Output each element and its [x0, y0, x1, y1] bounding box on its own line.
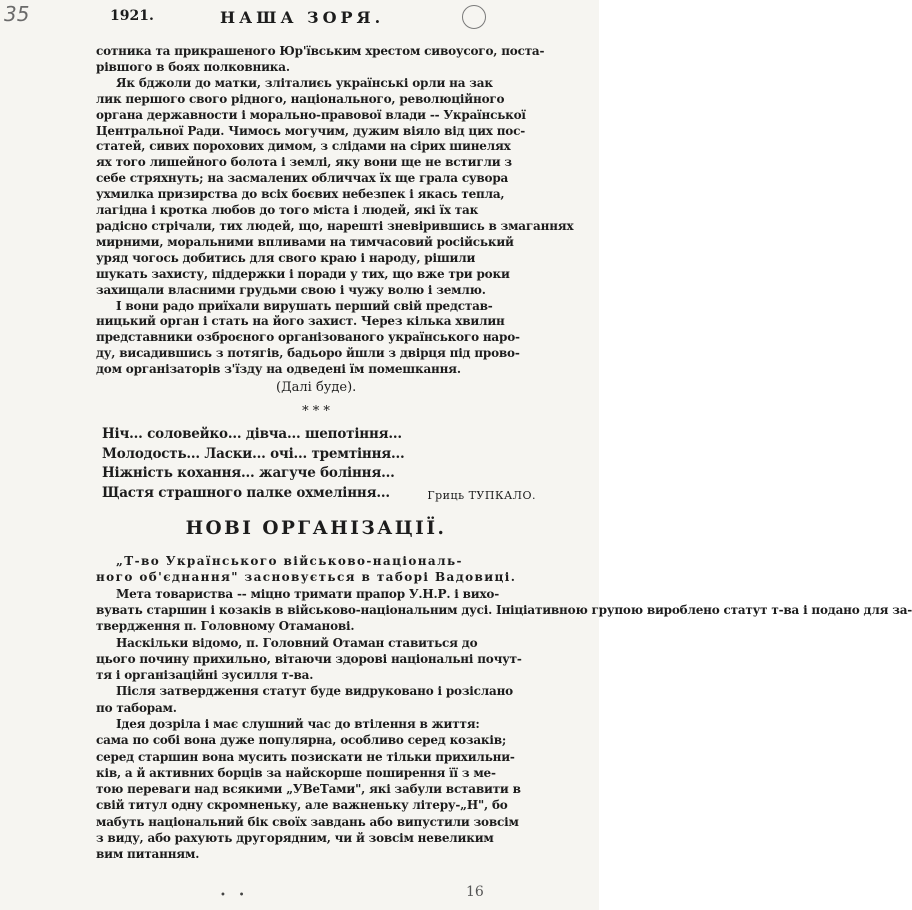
- article-line: радісно стрічали, тих людей, що, нарешті зневірившись в змаганнях: [96, 218, 574, 233]
- article-line: Центральної Ради. Чимось могучим, дужим віяло від цих пос-: [96, 123, 525, 138]
- header-title: НАША ЗОРЯ.: [220, 8, 385, 27]
- section-line: Після затвердження статут буде видруковано і розіслано: [116, 684, 513, 699]
- article-line: рівшого в боях полковника.: [96, 59, 290, 74]
- article-line: лик першого свого рідного, національного, революційного: [96, 91, 505, 106]
- article-line: органа державности і морально-правової влади -- Української: [96, 107, 526, 122]
- article-line: лагідна і кротка любов до того міста і людей, які їх так: [96, 203, 479, 218]
- article-line: ухмилка призирства до всіх боєвих небезпек і якась тепла,: [96, 187, 505, 202]
- section-line: з виду, або рахують другорядним, чи й зовсім невеликим: [96, 831, 494, 846]
- article-line: ях того лишейного болота і землі, яку вони ще не встигли з: [96, 155, 512, 170]
- header-year: 1921.: [110, 8, 154, 24]
- footer-dots: • •: [220, 890, 245, 901]
- section-line: свій титул одну скромненьку, але важненьку літеру-„Н", бо: [96, 798, 508, 813]
- section-line: ків, а й активних борців за найскорше поширення її з ме-: [96, 765, 496, 780]
- section-line: Ідея дозріла і має слушний час до втілення в життя:: [116, 717, 480, 731]
- to-be-continued: (Далі буде).: [276, 380, 357, 396]
- section-line: Мета товариства -- міцно тримати прапор У.Н.Р. і вихо-: [116, 586, 500, 601]
- section-line: вим питанням.: [96, 847, 200, 862]
- section-line: цього почину прихильно, вітаючи здорові національні почут-: [96, 651, 522, 666]
- page-number: 16: [466, 884, 484, 900]
- handwritten-number: 35: [4, 2, 30, 26]
- section-line: серед старшин вона мусить позискати не тільки прихильни-: [96, 749, 515, 764]
- section-line: мабуть національний бік своїх завдань або випустили зовсім: [96, 814, 519, 829]
- page-body: [96, 44, 912, 863]
- organizations-section: [96, 553, 912, 863]
- article-line: І вони радо приїхали вирушать перший свій представ-: [116, 298, 493, 313]
- poem-author: Гриць ТУПКАЛО.: [427, 489, 536, 503]
- section-line: „Т-во Українського військово-національ-: [116, 554, 463, 569]
- running-header: [110, 8, 510, 30]
- article-line: шукать захисту, піддержки і поради у тих, що вже три роки: [96, 266, 510, 281]
- article-line: представники озброєного організованого українського наро-: [96, 330, 520, 345]
- section-line: сама по собі вона дуже популярна, особливо серед козаків;: [96, 733, 507, 748]
- poem-line: Ніч... соловейко... дівча... шепотіння...: [102, 426, 402, 443]
- section-line: твердження п. Головному Отаманові.: [96, 619, 355, 634]
- section-line: ного об'єднання" засновується в таборі Вадовиці.: [96, 570, 517, 585]
- section-divider-stars: * * *: [302, 404, 330, 420]
- section-line: тою переваги над всякими „УВеТами", які забули вставити в: [96, 782, 521, 797]
- article-continuation: [96, 44, 574, 378]
- article-line: мирними, моральними впливами на тимчасовий російський: [96, 234, 514, 249]
- poem-line: Ніжність кохання... жагуче боління...: [102, 465, 395, 482]
- article-line: статей, сивих порохових димом, з слідами на сірих шинелях: [96, 139, 511, 154]
- poem-line: Молодость... Ласки... очі... тремтіння...: [102, 445, 405, 462]
- article-line: захищали власними грудьми свою і чужу волю і землю.: [96, 282, 486, 297]
- section-line: вувать старшин і козаків в військово-національним дусі. Ініціативною групою вироблено статут т-ва і подано для за-: [96, 602, 912, 617]
- article-line: ду, висадившись з потягів, бадьоро йшли з двірця під прово-: [96, 346, 520, 361]
- article-line: ницький орган і стать на його захист. Через кілька хвилин: [96, 314, 505, 329]
- section-line: по таборам.: [96, 700, 177, 715]
- poem-line: Щастя страшного палке охмеління...: [102, 484, 390, 501]
- article-line: сотника та прикрашеного Юр'ївським хрестом сивоусого, поста-: [96, 44, 545, 58]
- article-line: уряд чогось добитись для свого краю і народу, рішили: [96, 250, 476, 265]
- section-line: тя і організаційні зусилля т-ва.: [96, 668, 314, 683]
- section-heading: НОВІ ОРГАНІЗАЦІЇ.: [185, 518, 447, 540]
- article-line: дом організаторів з'їзду на одведені їм помешкання.: [96, 362, 461, 377]
- article-line: Як бджоли до матки, зліталиєь українські орли на зак: [116, 75, 493, 90]
- article-line: себе стряхнуть; на засмалених обличчах їх ще грала сувора: [96, 171, 509, 186]
- section-line: Наскільки відомо, п. Головний Отаман ставиться до: [116, 635, 478, 650]
